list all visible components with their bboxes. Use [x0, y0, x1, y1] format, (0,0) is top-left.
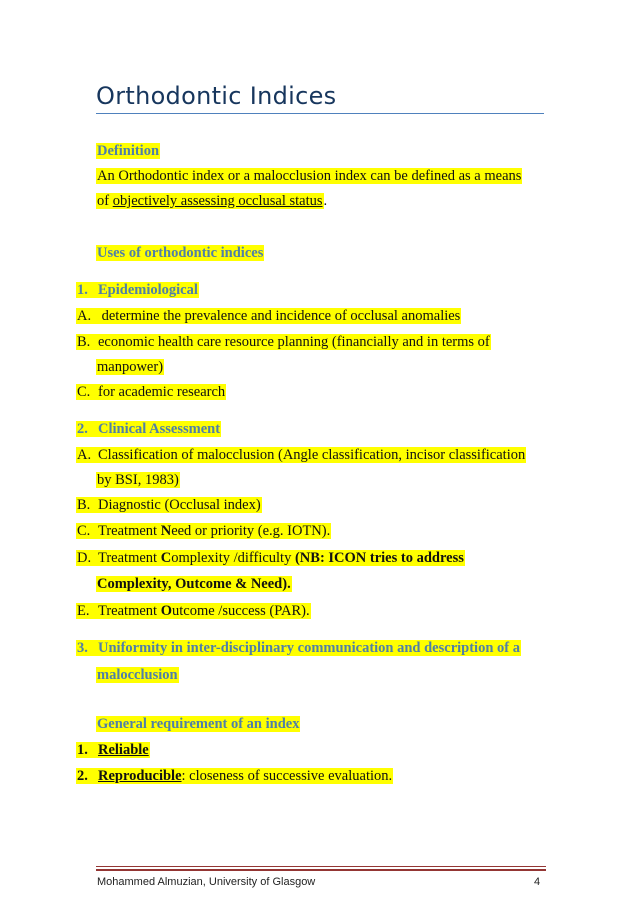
clinical-d-pre: Treatment	[98, 550, 161, 566]
clinical-number: 2.	[77, 421, 88, 437]
definition-line-2	[96, 192, 327, 210]
definition-underlined: objectively assessing occlusal status	[112, 193, 323, 209]
definition-text-1: An Orthodontic index or a malocclusion index can be defined as a means	[97, 168, 522, 184]
requirement-2-label: Reproducible	[98, 768, 182, 784]
requirement-2-number: 2.	[77, 768, 88, 784]
definition-text-2	[96, 193, 324, 209]
footer-author: Mohammed Almuzian, University of Glasgow	[97, 876, 316, 888]
clinical-c-pre: Treatment	[98, 523, 161, 539]
clinical-b-letter: B.	[77, 497, 91, 513]
requirement-1-text	[76, 742, 150, 758]
epi-c-letter: C.	[77, 384, 91, 400]
clinical-item-e-text	[76, 603, 311, 619]
definition-heading-line	[96, 142, 160, 160]
clinical-a-body: Classification of malocclusion (Angle classification, incisor classification	[98, 447, 526, 463]
clinical-e-pre: Treatment	[98, 603, 161, 619]
epi-a-body: determine the prevalence and incidence of occlusal anomalies	[98, 308, 461, 324]
clinical-e-bold: O	[160, 603, 172, 619]
requirements-heading-line	[96, 715, 300, 733]
page-title: Orthodontic Indices	[96, 82, 337, 110]
footer-rule-thick	[96, 869, 546, 871]
clinical-item-e	[76, 602, 311, 620]
epi-heading-line	[76, 281, 199, 299]
uniformity-title-1: Uniformity in inter-disciplinary communication and description of a	[98, 640, 520, 656]
requirement-item-2	[76, 767, 393, 785]
requirement-item-1	[76, 741, 150, 759]
clinical-item-d-cont	[96, 575, 292, 593]
clinical-d-letter: D.	[77, 550, 92, 566]
epi-b-letter: B.	[77, 334, 91, 350]
uniformity-heading	[76, 640, 521, 656]
uniformity-line-2	[96, 666, 179, 684]
clinical-item-b	[76, 496, 262, 514]
epi-item-b-text	[76, 334, 491, 350]
clinical-e-letter: E.	[77, 603, 90, 619]
clinical-d-note: (NB: ICON tries to address	[294, 550, 464, 566]
definition-suffix: .	[323, 193, 328, 209]
clinical-item-a-cont	[96, 471, 180, 489]
epi-item-a-text	[76, 308, 461, 324]
definition-prefix: of	[97, 193, 113, 209]
clinical-item-a-text	[76, 447, 526, 463]
requirement-2-text	[76, 768, 393, 784]
definition-heading: Definition	[97, 143, 160, 159]
clinical-item-c-text	[76, 523, 331, 539]
clinical-d-bold: C	[160, 550, 172, 566]
requirements-heading: General requirement of an index	[97, 716, 300, 732]
clinical-title: Clinical Assessment	[98, 421, 221, 437]
clinical-c-bold: N	[160, 523, 172, 539]
epi-item-c	[76, 383, 226, 401]
clinical-d-mid: omplexity /difficulty	[171, 550, 295, 566]
requirement-2-rest: : closeness of successive evaluation.	[181, 768, 393, 784]
clinical-item-b-text	[76, 497, 262, 513]
clinical-c-letter: C.	[77, 523, 91, 539]
clinical-a-letter: A.	[77, 447, 92, 463]
clinical-a-body-2: by BSI, 1983)	[97, 472, 179, 488]
epi-item-c-text	[76, 384, 226, 400]
epi-item-b	[76, 333, 491, 351]
requirement-1-number: 1.	[77, 742, 88, 758]
epi-number: 1.	[77, 282, 88, 298]
epi-b-body: economic health care resource planning (financially and in terms of	[98, 334, 490, 350]
epi-c-body: for academic research	[98, 384, 226, 400]
epi-b-body-2: manpower)	[97, 359, 164, 375]
clinical-item-a	[76, 446, 526, 464]
definition-line-1	[96, 167, 522, 185]
clinical-e-post: utcome /success (PAR).	[171, 603, 310, 619]
footer-rule-thin	[96, 866, 546, 867]
epi-heading	[76, 282, 199, 298]
clinical-b-body: Diagnostic (Occlusal index)	[98, 497, 261, 513]
epi-item-b-cont	[96, 358, 164, 376]
clinical-item-d-text	[76, 550, 465, 566]
uses-heading: Uses of orthodontic indices	[97, 245, 264, 261]
epi-a-letter: A.	[77, 308, 92, 324]
uniformity-line-1	[76, 639, 521, 657]
epi-item-a	[76, 307, 461, 325]
epi-title: Epidemiological	[98, 282, 198, 298]
clinical-item-c	[76, 522, 331, 540]
uses-heading-line	[96, 244, 264, 262]
requirement-1-label: Reliable	[98, 742, 149, 758]
clinical-heading-line	[76, 420, 221, 438]
uniformity-number: 3.	[77, 640, 88, 656]
uniformity-title-2: malocclusion	[97, 667, 178, 683]
footer-page-number: 4	[534, 876, 541, 888]
title-underline	[96, 113, 544, 114]
clinical-heading	[76, 421, 221, 437]
clinical-d-note-2: Complexity, Outcome & Need).	[97, 576, 291, 592]
clinical-c-post: eed or priority (e.g. IOTN).	[171, 523, 331, 539]
clinical-item-d	[76, 549, 465, 567]
